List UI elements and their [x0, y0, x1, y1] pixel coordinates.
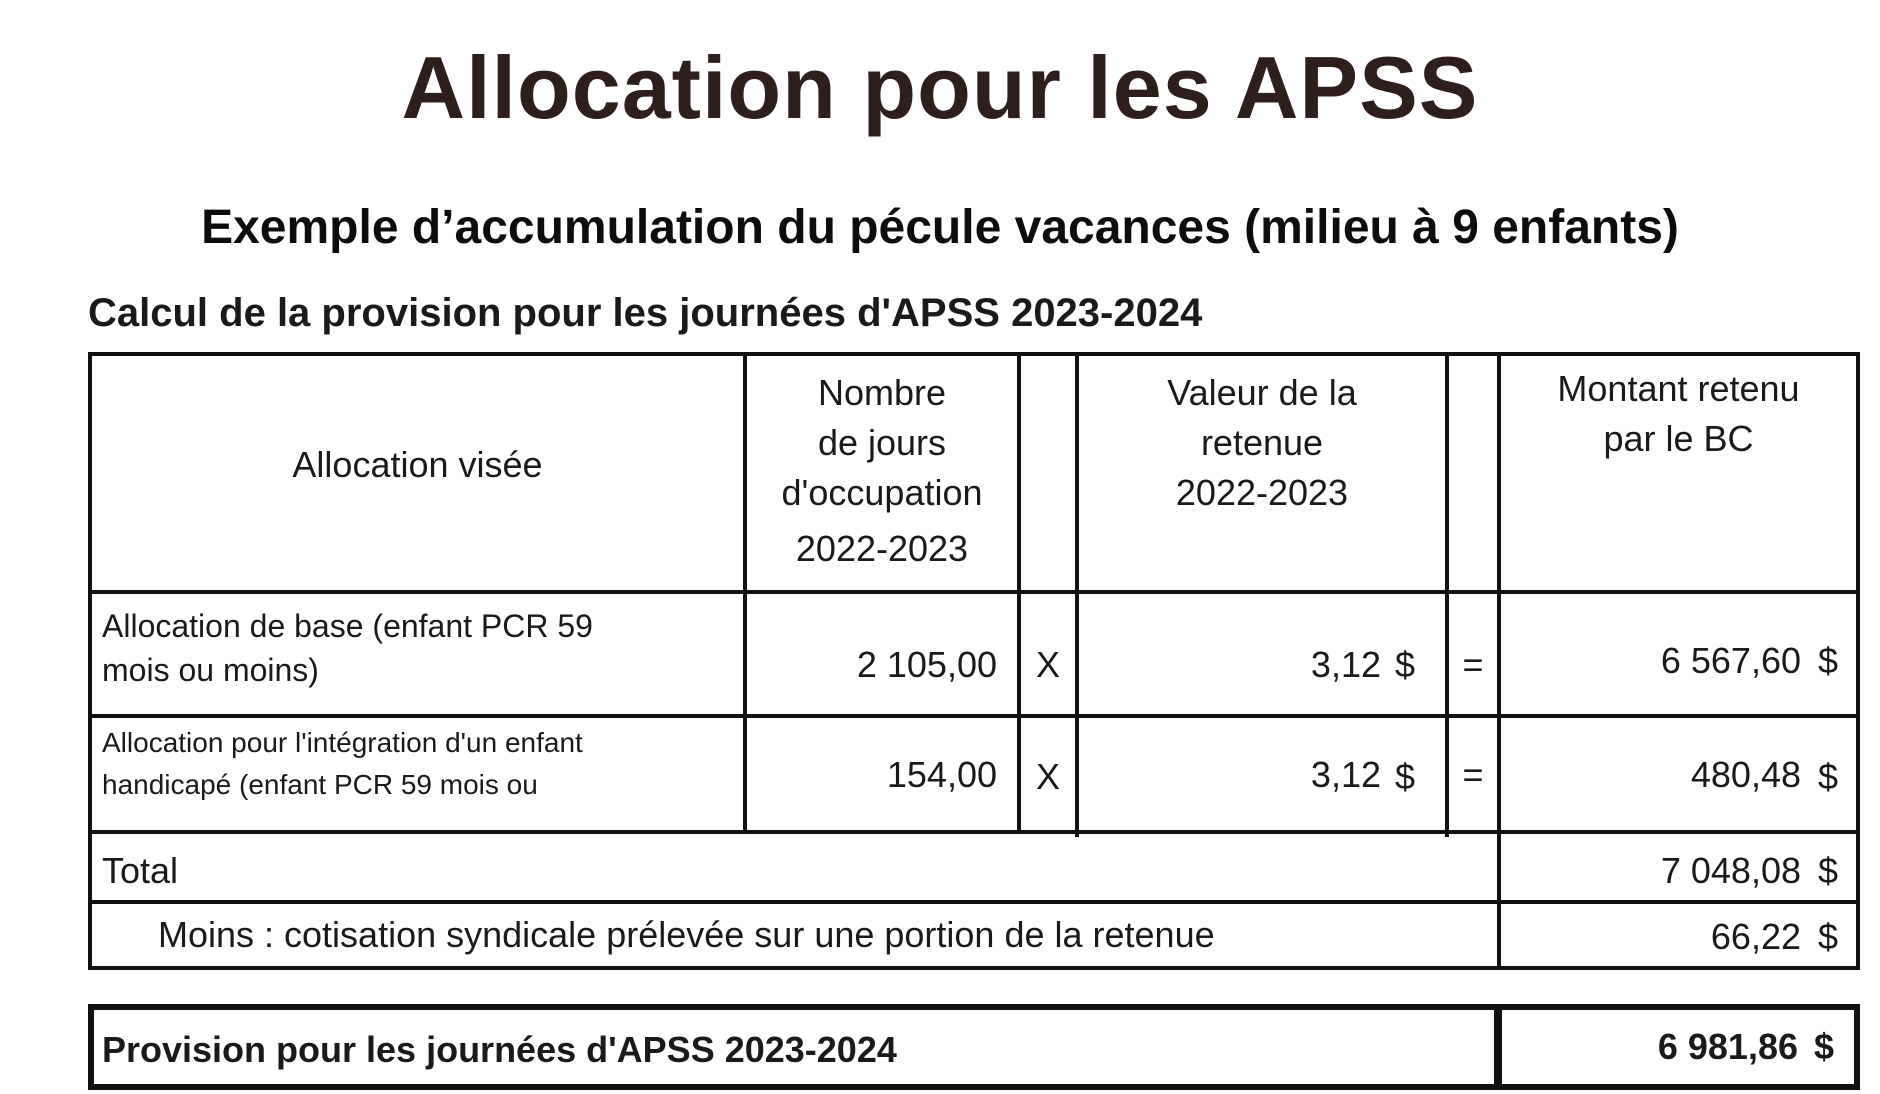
row-montant: 6 567,60: [1660, 640, 1801, 681]
header-valeur-line: retenue: [1200, 422, 1324, 463]
row-divider: [88, 714, 1860, 718]
currency-sign: $: [1395, 756, 1416, 797]
row-divider: [88, 590, 1860, 594]
row-label-line: Allocation pour l'intégration d'un enfant: [102, 727, 583, 758]
row-label-line: Allocation de base (enfant PCR 59: [102, 608, 593, 644]
header-valeur-line: Valeur de la: [1167, 372, 1357, 413]
total-value: 7 048,08: [1660, 850, 1801, 891]
header-valeur-line: 2022-2023: [1175, 472, 1349, 513]
row-valeur: 3,12: [1310, 754, 1381, 795]
currency-sign: $: [1818, 850, 1839, 891]
page-title: Allocation pour les APSS: [401, 38, 1479, 137]
header-jours-line: d'occupation: [781, 472, 983, 513]
header-allocation: Allocation visée: [292, 444, 543, 485]
row-jours: 2 105,00: [856, 644, 997, 685]
equals-sign: =: [1462, 754, 1484, 795]
header-jours-line: Nombre: [817, 372, 947, 413]
currency-sign: $: [1818, 640, 1839, 681]
provision-value: 6 981,86: [1657, 1026, 1798, 1067]
row-montant: 480,48: [1690, 754, 1801, 795]
page-subtitle: Exemple d’accumulation du pécule vacances (milieu à 9 enfants): [201, 201, 1679, 254]
currency-sign: $: [1818, 756, 1839, 797]
row-label-line: mois ou moins): [102, 652, 319, 688]
moins-value: 66,22: [1710, 916, 1801, 957]
moins-label: Moins : cotisation syndicale prélevée sur une portion de la retenue: [158, 914, 1215, 955]
times-sign: X: [1035, 756, 1060, 797]
row-divider: [88, 830, 1860, 834]
row-divider: [88, 900, 1860, 904]
currency-sign: $: [1395, 644, 1416, 685]
row-label: [102, 604, 732, 704]
provision-label: Provision pour les journées d'APSS 2023-2024: [102, 1029, 897, 1070]
header-jours: [747, 356, 1017, 590]
row-valeur: 3,12: [1310, 644, 1381, 685]
header-valeur: [1079, 356, 1445, 590]
header-montant-line: Montant retenu: [1557, 368, 1800, 409]
currency-sign: $: [1818, 916, 1839, 957]
row-label: [102, 722, 738, 810]
header-montant: [1501, 356, 1856, 590]
header-jours-line: 2022-2023: [795, 528, 969, 569]
total-label: Total: [102, 850, 179, 891]
times-sign: X: [1035, 644, 1060, 685]
header-montant-line: par le BC: [1603, 418, 1754, 459]
row-label-line: handicapé (enfant PCR 59 mois ou: [102, 769, 538, 800]
col-divider: [1494, 1004, 1502, 1090]
row-jours: 154,00: [886, 754, 997, 795]
table-title: Calcul de la provision pour les journées d'APSS 2023-2024: [88, 291, 1203, 335]
equals-sign: =: [1462, 644, 1484, 685]
currency-sign: $: [1814, 1026, 1835, 1067]
header-jours-line: de jours: [817, 422, 947, 463]
